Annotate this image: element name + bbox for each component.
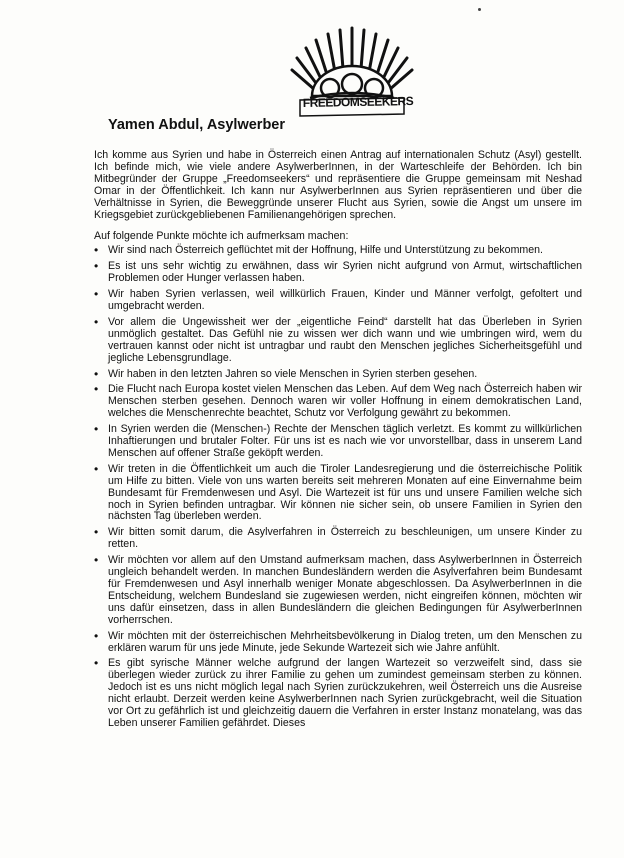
- list-item: • Wir möchten vor allem auf den Umstand aufmerksam machen, dass AsylwerberInnen in Österreich ungleich behandelt werden. In manchen Bundesländern werden die Asylverfahren beim Bundesamt für Fremdenwesen und Asyl innerhalb weniger Monate abgeschlossen. Da AsylwerberInnen in die Entscheidung, welchem Bundesland sie zugewiesen werden, nicht eingreifen können, möchten wir uns dafür einsetzen, dass in allen Bundesländern die gleichen Bedingungen für AsylwerberInnen vorherrschen.: [108, 555, 582, 626]
- points-lead: Auf folgende Punkte möchte ich aufmerksam machen:: [94, 230, 349, 243]
- list-item: • Wir treten in die Öffentlichkeit um auch die Tiroler Landesregierung und die österreichische Politik um Hilfe zu bitten. Viele von uns warten bereits seit mehreren Monaten auf eine Einvernahme beim Bundesamt für Fremdenwesen und Asyl. Die Wartezeit ist für uns und unsere Familien welche sich noch in Syrien befinden untragbar. Wir können nie sicher sein, ob unsere Familien in Syrien den nächsten Tag überleben werden.: [108, 464, 582, 524]
- list-item: • Wir haben Syrien verlassen, weil willkürlich Frauen, Kinder und Männer verfolgt, gefoltert und umgebracht werden.: [108, 289, 582, 313]
- list-item: • Wir möchten mit der österreichischen Mehrheitsbevölkerung in Dialog treten, um den Menschen zu erklären warum für uns jede Minute, jede Sekunde Wartezeit sich wie Jahre anfühlt.: [108, 631, 582, 655]
- intro-paragraph: Ich komme aus Syrien und habe in Österreich einen Antrag auf internationalen Schutz (Asyl) gestellt. Ich befinde mich, wie viele andere AsylwerberInnen, in der Warteschleife der Behörden. Ich bin Mitbegründer der Gruppe „Freedomseekers“ und repräsentiere die Gruppe gemeinsam mit Neshad Omar in der Öffentlichkeit. Ich kann nur AsylwerberInnen aus Syrien repräsentieren und über die Verhältnisse in Syrien, die Beweggründe unserer Flucht aus Syrien, sowie die Angst um unsere im Kriegsgebiet zurückgebliebenen Familienangehörigen sprechen.: [94, 149, 582, 221]
- list-item: • Vor allem die Ungewissheit wer der „eigentliche Feind“ darstellt hat das Überleben in Syrien unmöglich gestaltet. Das Gefühl nie zu wissen wer dich wann und wie umbringen wird, wem du vertrauen kannst oder nicht ist untragbar und raubt den Menschen jegliches Sicherheitsgefühl und jegliche Lebensgrundlage.: [108, 317, 582, 365]
- scan-speck: [478, 8, 481, 11]
- list-item: • Es ist uns sehr wichtig zu erwähnen, dass wir Syrien nicht aufgrund von Armut, wirtschaftlichen Problemen oder Hunger verlassen haben.: [108, 261, 582, 285]
- list-item: • Wir sind nach Österreich geflüchtet mit der Hoffnung, Hilfe und Unterstützung zu bekommen.: [108, 245, 582, 257]
- list-item: • Wir haben in den letzten Jahren so viele Menschen in Syrien sterben gesehen.: [108, 369, 582, 381]
- points-list: [86, 245, 582, 730]
- document-body: [86, 150, 582, 734]
- list-item: • In Syrien werden die (Menschen-) Rechte der Menschen täglich verletzt. Es kommt zu willkürlichen Inhaftierungen und brutaler Folter. Für uns ist es nach wie vor unvorstellbar, dass in unserem Land Menschen auf offener Straße geköpft werden.: [108, 424, 582, 460]
- list-item: • Wir bitten somit darum, die Asylverfahren in Österreich zu beschleunigen, um unsere Kinder zu retten.: [108, 527, 582, 551]
- logo-wordmark: FREEDOMSEEKERS: [302, 94, 414, 110]
- list-item: • Die Flucht nach Europa kostet vielen Menschen das Leben. Auf dem Weg nach Österreich haben wir Menschen sterben gesehen. Dennoch waren wir voller Hoffnung in einem demokratischen Land, welches die Menschenrechte beachtet, Schutz vor Verfolgung gewährt zu bekommen.: [108, 384, 582, 420]
- page-title: Yamen Abdul, Asylwerber: [108, 117, 286, 133]
- list-item: • Es gibt syrische Männer welche aufgrund der langen Wartezeit so verzweifelt sind, dass sie überlegen wieder zurück zu ihrer Familie zu gehen um zumindest gemeinsam sterben zu können. Jedoch ist es uns nicht möglich legal nach Syrien zurückzukehren, weil Österreich uns die Ausreise nicht erlaubt. Derzeit werden keine AsylwerberInnen nach Syrien zurückgebracht, weil die Situation vor Ort zu gefährlich ist und gleichzeitig dauern die Verfahren in erster Instanz monatelang, was das Leben unserer Familien gefährdet. Dieses: [108, 658, 582, 729]
